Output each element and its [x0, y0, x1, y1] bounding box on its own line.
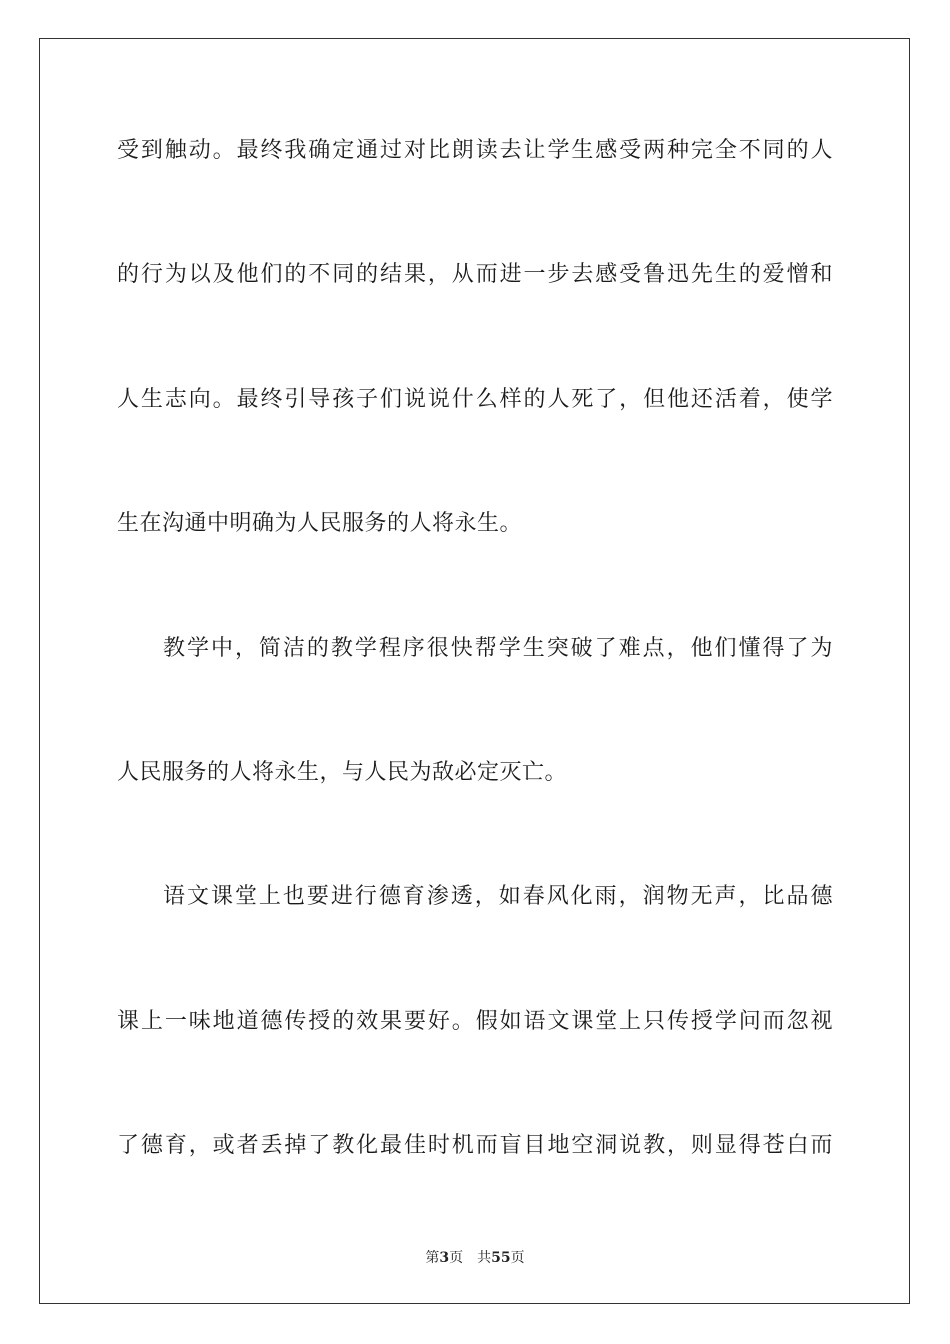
page-suffix: 页 — [449, 1250, 464, 1266]
page-number: 3 — [439, 1250, 450, 1266]
text-line: 课上一味地道德传授的效果要好。假如语文课堂上只传授学问而忽视 — [117, 1009, 833, 1034]
page-prefix: 第 — [425, 1250, 440, 1266]
text-line: 了德育，或者丢掉了教化最佳时机而盲目地空洞说教，则显得苍白而 — [117, 1133, 833, 1158]
text-line: 语文课堂上也要进行德育渗透，如春风化雨，润物无声，比品德 — [163, 884, 833, 909]
page-footer — [0, 1248, 950, 1268]
total-prefix: 共 — [477, 1250, 492, 1266]
text-line: 人民服务的人将永生，与人民为敌必定灭亡。 — [117, 760, 568, 785]
total-pages: 55 — [491, 1250, 511, 1266]
page-border — [39, 38, 910, 1304]
text-line: 的行为以及他们的不同的结果，从而进一步去感受鲁迅先生的爱憎和 — [117, 262, 833, 287]
text-line: 人生志向。最终引导孩子们说说什么样的人死了，但他还活着，使学 — [117, 387, 833, 412]
text-line: 教学中，简洁的教学程序很快帮学生突破了难点，他们懂得了为 — [163, 636, 833, 661]
text-line: 生在沟通中明确为人民服务的人将永生。 — [117, 511, 523, 536]
text-line: 受到触动。最终我确定通过对比朗读去让学生感受两种完全不同的人 — [117, 138, 833, 163]
total-suffix: 页 — [510, 1250, 525, 1266]
